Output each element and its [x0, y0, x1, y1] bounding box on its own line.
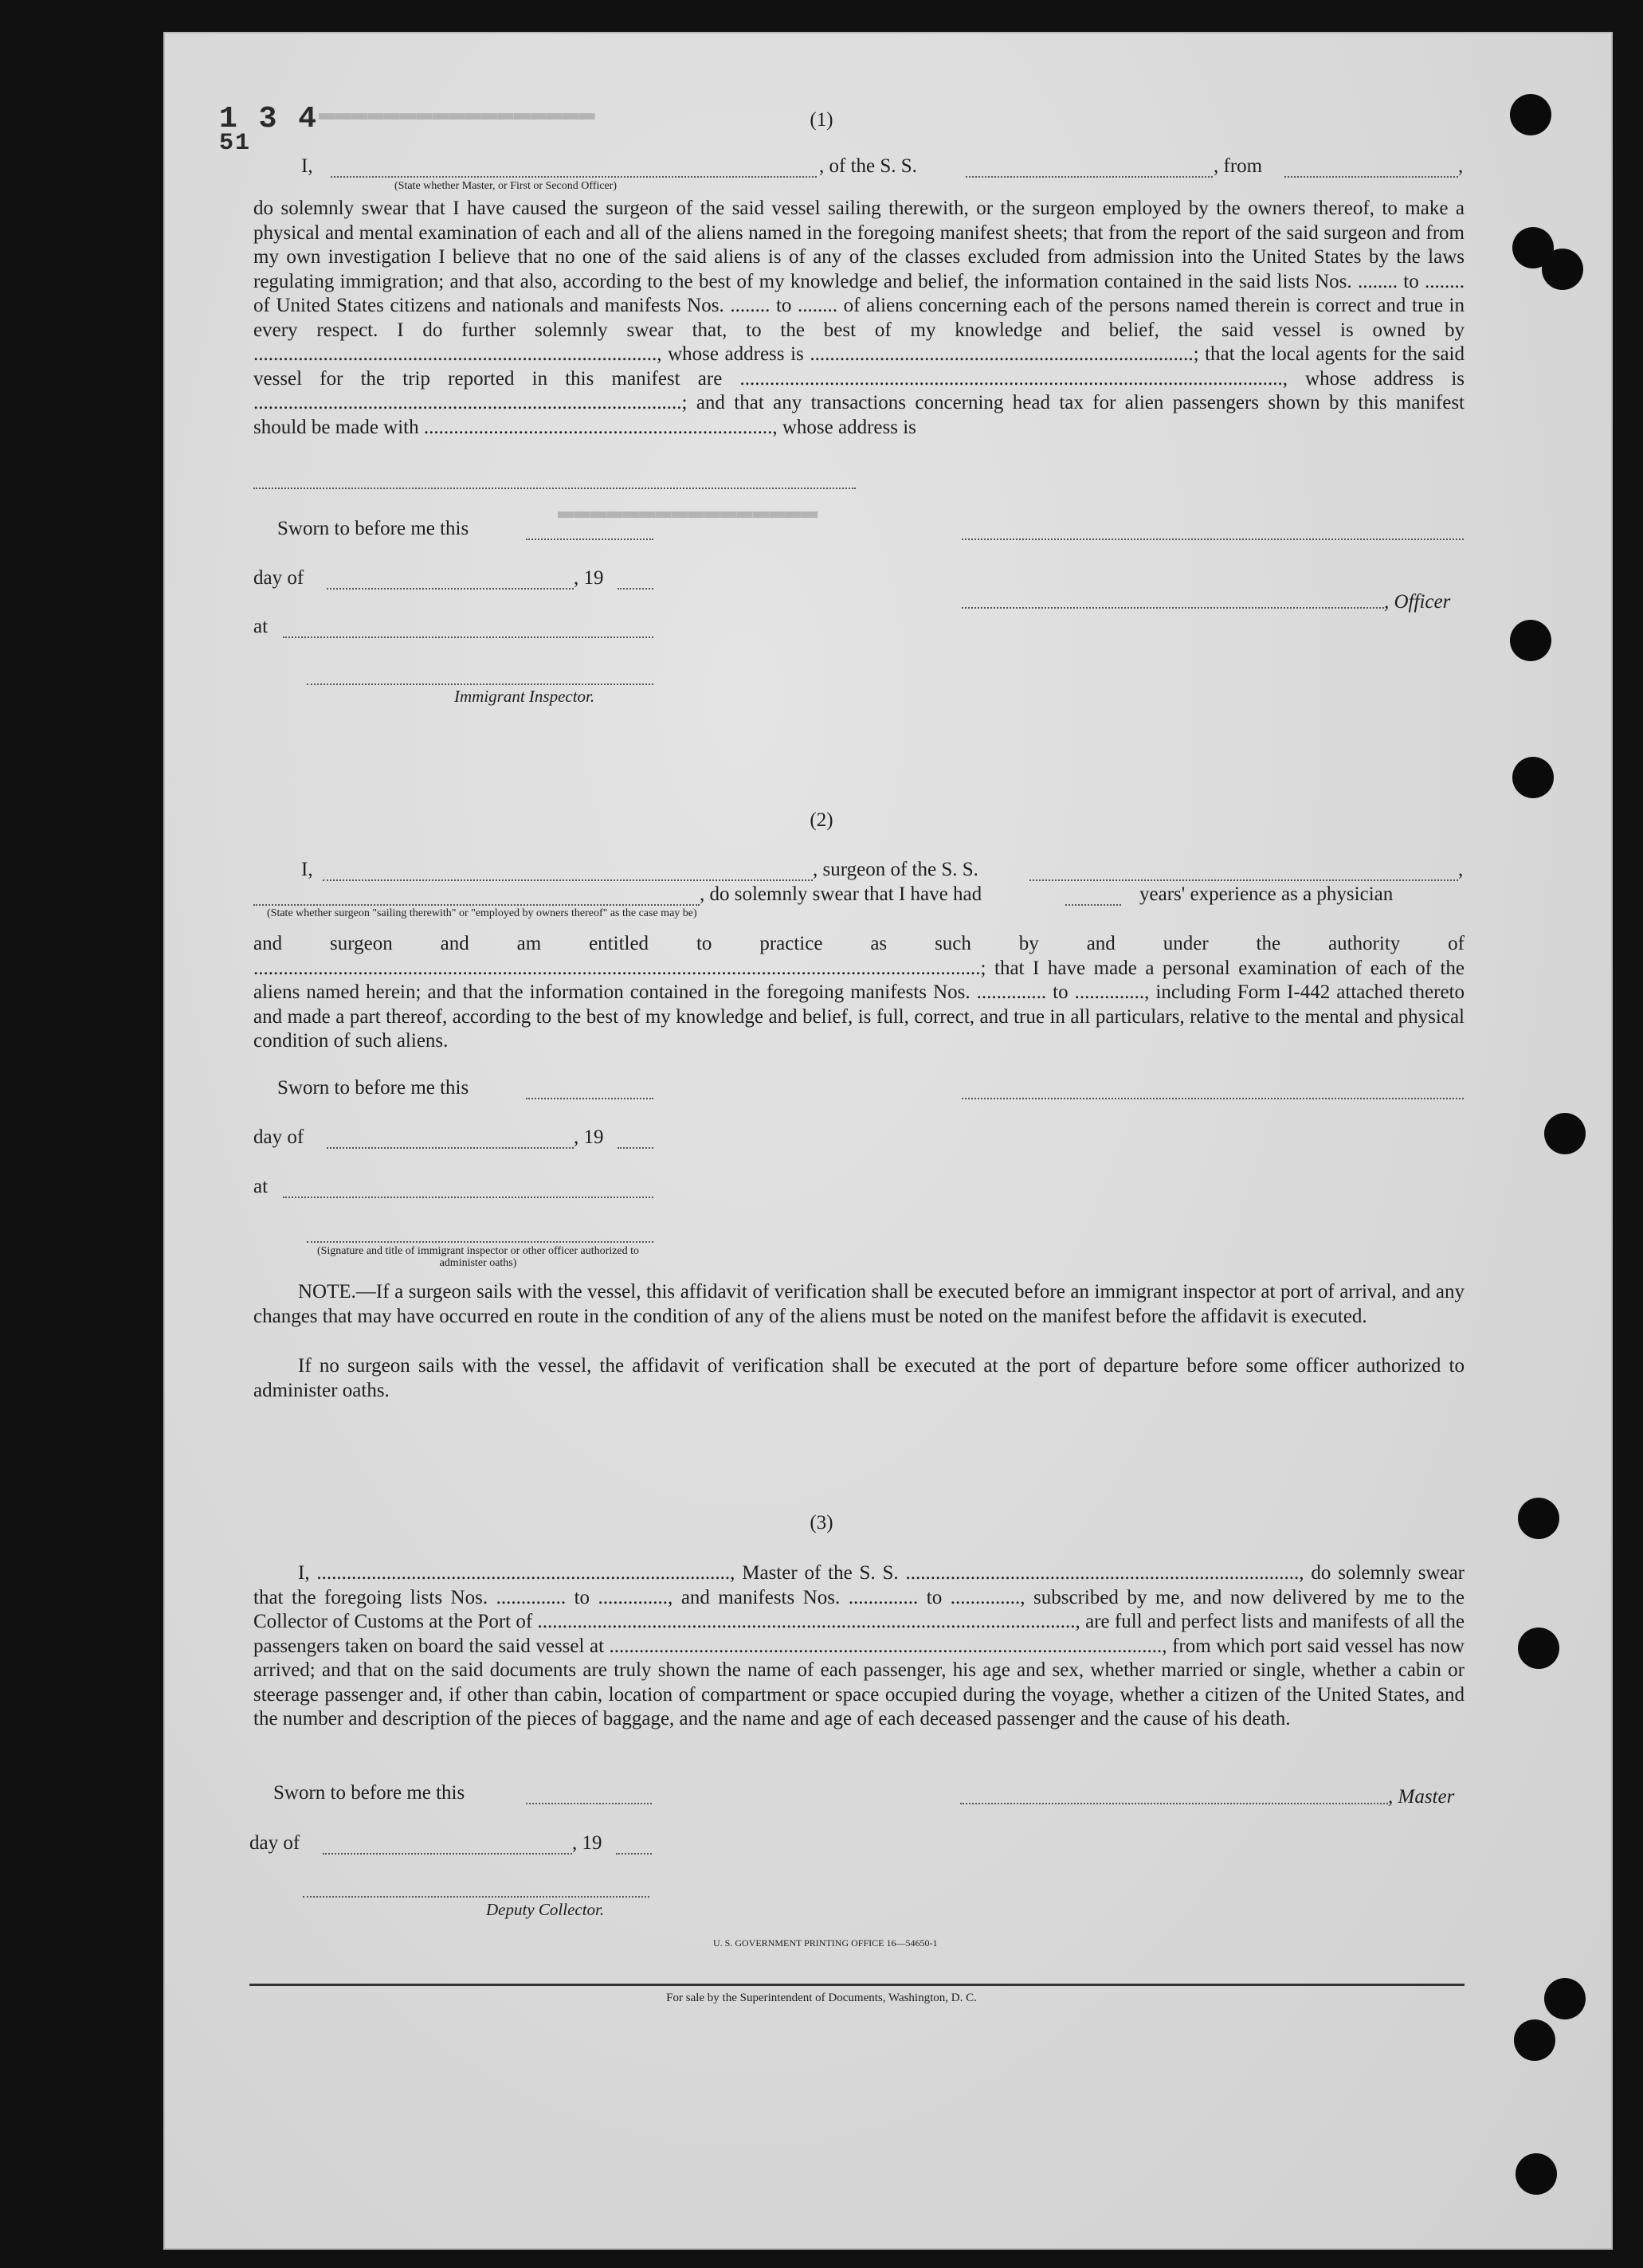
punch-hole — [1514, 2019, 1555, 2061]
s1-line-end: , — [1458, 155, 1464, 177]
s1-officer-label: , Officer — [1384, 591, 1451, 613]
s1-sworn-label: Sworn to before me this — [277, 518, 469, 539]
s3-year-field[interactable] — [616, 1853, 652, 1855]
section-2-number: (2) — [810, 809, 833, 831]
s3-master-signature-field[interactable] — [960, 1803, 1388, 1804]
section-1-number: (1) — [810, 109, 833, 131]
s1-at-field[interactable] — [283, 637, 653, 638]
s1-officer-signature-field[interactable] — [962, 539, 1464, 540]
s2-i-label: I, — [301, 859, 313, 880]
s2-line-end: , — [1458, 859, 1464, 880]
s2-day-field[interactable] — [327, 1147, 574, 1149]
s1-day-label: day of — [253, 567, 304, 589]
s2-note-lead: NOTE. — [298, 1281, 356, 1302]
s1-of-ss-label: , of the S. S. — [819, 155, 917, 177]
bleed-through-mark: ▬▬▬▬▬▬▬▬▬▬▬▬▬▬▬▬ — [558, 502, 818, 532]
s2-vessel-field[interactable] — [1029, 879, 1458, 881]
s2-years-label: years' experience as a physician — [1139, 883, 1394, 905]
footer-sale-note: For sale by the Superintendent of Documents, Washington, D. C. — [666, 1992, 977, 2004]
s2-year-label: , 19 — [574, 1126, 604, 1148]
s3-day-field[interactable] — [323, 1853, 572, 1855]
s3-oath-body: I, ..................................................................................., Master of the S. S. ..............................................................................., do solemnly swear that the foregoing lists Nos. .............. to .............., and manifests Nos. .............. to .............., subscribed by me, and now delivered by me to the Collector of Customs at the Port of ............................................................................................................, are full and perfect lists and manifests of all the passengers taken on board the said vessel at ..............................................................................................................., from which port said vessel has now arrived; and that on the said documents are truly shown the name of each passenger, his age and sex, whether married or single, whether a cabin or steerage passenger and, if other than cabin, location of compartment or space occupied during the voyage, whether a citizen of the United States, and the number and description of the pieces of baggage, and the name and age of each deceased passenger and the cause of his death. — [253, 1562, 1465, 1729]
punch-hole — [1516, 2153, 1557, 2195]
s2-signature-note: (Signature and title of immigrant inspector or other officer authorized to administer oaths) — [316, 1245, 640, 1269]
punch-hole — [1510, 620, 1551, 661]
s2-oath-body: and surgeon and am entitled to practice as such by and under the authority of ..................................................................................................................................................; that I have made a personal examination of each of the aliens named herein; and that the information contained in the foregoing manifests Nos. .............. to .............., including Form I-442 attached thereto and made a part thereof, according to the best of my knowledge and belief, is full, correct, and true in all particulars, relative to the mental and physical condition of such aliens. — [253, 933, 1465, 1052]
s3-master-label: , Master — [1388, 1786, 1455, 1808]
s3-deputy-label: Deputy Collector. — [486, 1900, 605, 1919]
s1-sworn-field[interactable] — [526, 539, 653, 540]
s1-year-field[interactable] — [618, 588, 653, 590]
s2-note-text: —If a surgeon sails with the vessel, this affidavit of verification shall be executed before an immigrant inspector at port of arrival, and any changes that may have occurred en route in the condition of any of the aliens must be noted on the manifest before the affidavit is executed. — [253, 1281, 1465, 1327]
punch-hole — [1512, 757, 1554, 798]
s3-sworn-field[interactable] — [526, 1803, 652, 1804]
s1-from-field[interactable] — [1284, 176, 1458, 178]
s2-sworn-field[interactable] — [526, 1098, 653, 1099]
s1-vessel-field[interactable] — [966, 176, 1213, 178]
s1-i-label: I, — [301, 155, 313, 177]
s2-surgeon-name-field[interactable] — [323, 879, 813, 881]
s2-year-field[interactable] — [618, 1147, 653, 1149]
s3-year-label: , 19 — [572, 1832, 602, 1854]
stamp-bottom: 51 — [219, 130, 252, 157]
s3-day-label: day of — [249, 1832, 300, 1854]
s1-officer-note: (State whether Master, or First or Second Officer) — [394, 180, 618, 192]
s2-at-field[interactable] — [283, 1197, 653, 1198]
s2-at-label: at — [253, 1176, 269, 1197]
s1-at-label: at — [253, 616, 269, 637]
s2-surgeon-signature-field[interactable] — [962, 1098, 1464, 1099]
s1-inspector-label: Immigrant Inspector. — [454, 687, 595, 706]
s2-sworn-label: Sworn to before me this — [277, 1077, 469, 1099]
printer-imprint: U. S. GOVERNMENT PRINTING OFFICE 16—54650-1 — [713, 1937, 938, 1949]
s2-swear-label: , do solemnly swear that I have had — [700, 883, 982, 905]
s2-note-paragraph-2: If no surgeon sails with the vessel, the affidavit of verification shall be executed at the port of departure before some officer authorized to administer oaths. — [253, 1355, 1465, 1401]
s2-surgeon-status-field[interactable] — [253, 904, 700, 906]
footer-rule — [249, 1984, 1465, 1986]
s1-officer-line[interactable] — [962, 607, 1384, 609]
s1-address-field[interactable] — [253, 488, 856, 489]
s1-officer-field[interactable] — [331, 176, 817, 178]
s1-from-label: , from — [1214, 155, 1263, 177]
bleed-through-mark: ▬▬▬▬▬▬▬▬▬▬▬▬▬▬▬▬▬ — [319, 104, 595, 134]
s2-surgeon-note: (State whether surgeon "sailing therewith" or "employed by owners thereof" as the case may be) — [267, 907, 697, 919]
s1-day-field[interactable] — [327, 588, 574, 590]
s2-note-paragraph — [253, 1280, 1465, 1329]
s2-day-label: day of — [253, 1126, 304, 1148]
section-3-number: (3) — [810, 1512, 833, 1534]
s2-inspector-signature-field[interactable] — [307, 1241, 653, 1243]
s2-surgeon-of-label: , surgeon of the S. S. — [813, 859, 978, 880]
s3-sworn-label: Sworn to before me this — [273, 1782, 465, 1804]
s1-year-label: , 19 — [574, 567, 604, 589]
s1-inspector-signature-field[interactable] — [307, 684, 653, 685]
s1-oath-body: do solemnly swear that I have caused the surgeon of the said vessel sailing therewith, or the surgeon employed by the owners thereof, to make a physical and mental examination of each and all of the aliens named in the foregoing manifest sheets; that from the report of the said surgeon and from my own investigation I believe that no one of the said aliens is of any of the classes excluded from admission into the United States by the laws regulating immigration; and that also, according to the best of my knowledge and belief, the information contained in the said lists Nos. ........ to ........ of United States citizens and nationals and manifests Nos. ........ to ........ of aliens concerning each of the persons named therein is correct and true in every respect. I do further solemnly swear that, to the best of my knowledge and belief, the said vessel is owned by ................................................................................., whose address is .............................................................................; that the local agents for the said vessel for the trip reported in this manifest are ............................................................................................................., whose address is ......................................................................................; and that any transactions concerning head tax for alien passengers shown by this manifest should be made with ......................................................................, whose address is — [253, 198, 1465, 438]
s3-collector-signature-field[interactable] — [303, 1896, 649, 1898]
stamp-top: 1 3 4 — [219, 102, 319, 136]
punch-hole — [1544, 1113, 1586, 1154]
punch-hole — [1518, 1628, 1559, 1669]
s2-years-field[interactable] — [1065, 904, 1121, 906]
punch-hole — [1542, 249, 1583, 290]
